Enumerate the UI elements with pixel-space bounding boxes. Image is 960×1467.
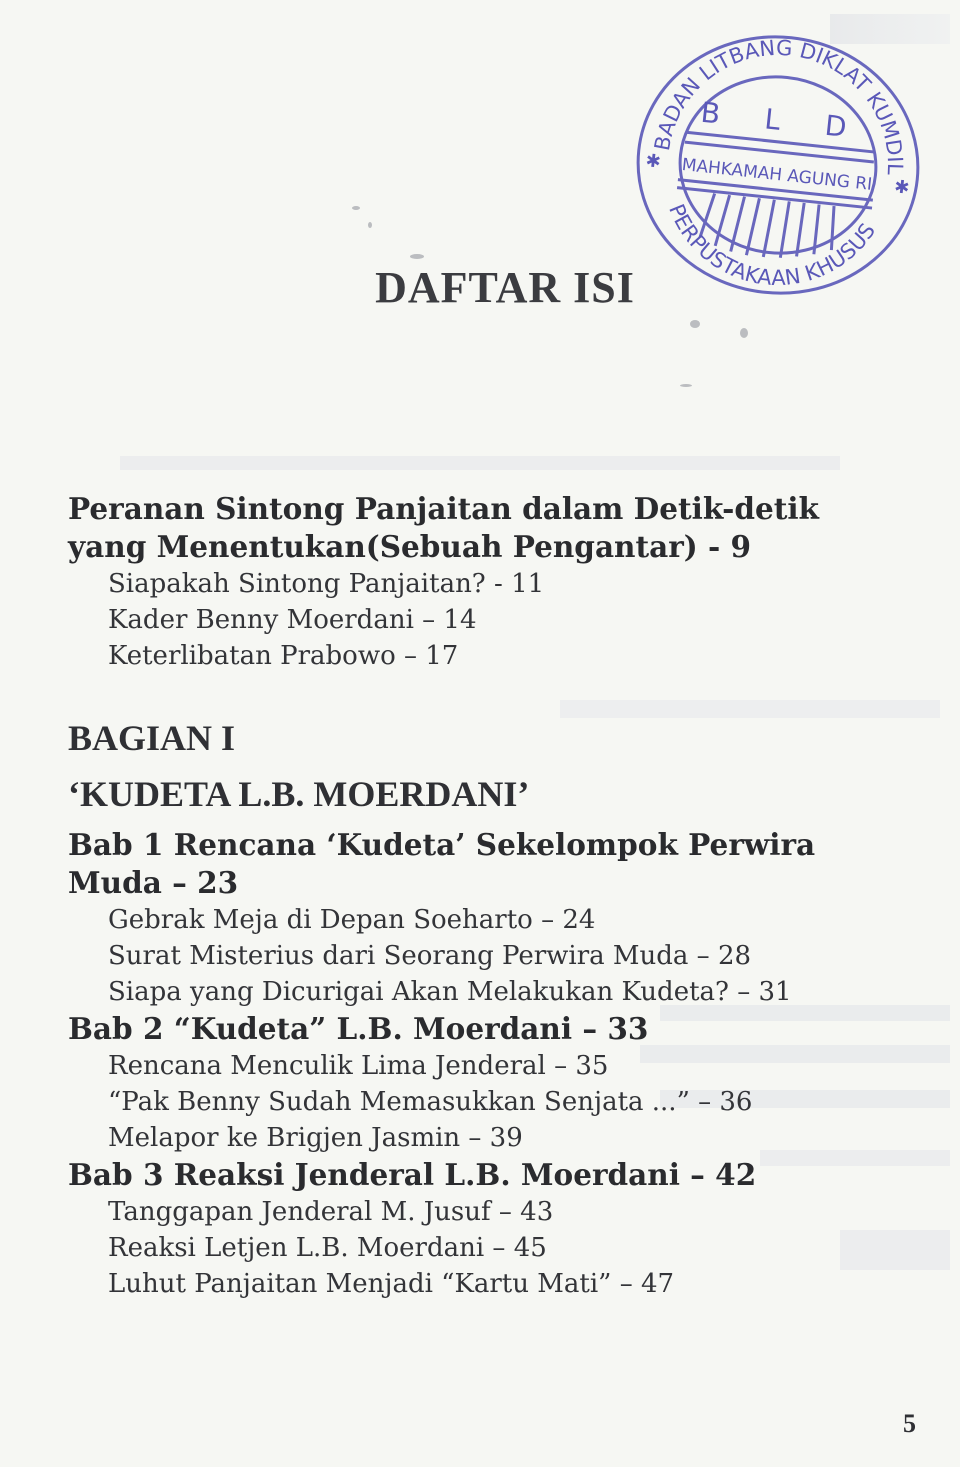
toc-subentry: Melapor ke Brigjen Jasmin – 39 (108, 1123, 523, 1153)
toc-subentry: “Pak Benny Sudah Memasukkan Senjata ...” – 36 (108, 1087, 753, 1117)
stamp-letters: B L D (699, 95, 867, 146)
toc-subentry: Keterlibatan Prabowo – 17 (108, 641, 459, 671)
page-title: DAFTAR ISI (375, 263, 635, 312)
stamp-ring-top: BADAN LITBANG DIKLAT KUMDIL (649, 35, 908, 176)
toc-subentry: Surat Misterius dari Seorang Perwira Muda – 28 (108, 941, 752, 971)
toc-subentry: Gebrak Meja di Depan Soeharto – 24 (108, 905, 596, 935)
stamp-band-text: MAHKAMAH AGUNG RI (680, 155, 874, 195)
stamp-ring-bottom: PERPUSTAKAAN KHUSUS (664, 200, 881, 291)
toc-chapter-1 (68, 826, 928, 1010)
chapter-title-line1: Bab 1 Rencana ‘Kudeta’ Sekelompok Perwira (68, 827, 816, 862)
chapter-title-line1: Bab 3 Reaksi Jenderal L.B. Moerdani – 42 (68, 1157, 757, 1192)
stamp-star-left-icon: ✱ (644, 150, 662, 173)
toc-subentry: Kader Benny Moerdani – 14 (108, 605, 477, 635)
toc-intro (68, 490, 928, 674)
toc-subentry: Siapa yang Dicurigai Akan Melakukan Kudeta? – 31 (108, 977, 792, 1007)
toc-chapter-2 (68, 1010, 928, 1156)
toc-subentry: Siapakah Sintong Panjaitan? - 11 (108, 569, 545, 599)
chapter-title-line1: Bab 2 “Kudeta” L.B. Moerdani – 33 (68, 1011, 649, 1046)
stamp-star-right-icon: ✱ (893, 176, 911, 199)
toc-subentry: Tanggapan Jenderal M. Jusuf – 43 (108, 1197, 554, 1227)
part-title: ‘KUDETA L.B. MOERDANI’ (68, 774, 530, 814)
toc-intro-title-line1: Peranan Sintong Panjaitan dalam Detik-detik (68, 491, 819, 526)
toc-subentry: Rencana Menculik Lima Jenderal – 35 (108, 1051, 609, 1081)
toc-subentry: Reaksi Letjen L.B. Moerdani – 45 (108, 1233, 547, 1263)
toc-subentry: Luhut Panjaitan Menjadi “Kartu Mati” – 47 (108, 1269, 675, 1299)
toc-intro-title-line2: yang Menentukan(Sebuah Pengantar) - 9 (68, 529, 752, 564)
chapter-title-line2: Muda – 23 (68, 865, 239, 900)
table-of-contents (68, 490, 928, 1302)
page-number: 5 (903, 1409, 916, 1438)
toc-chapter-3 (68, 1156, 928, 1302)
part-label: BAGIAN I (68, 718, 236, 758)
